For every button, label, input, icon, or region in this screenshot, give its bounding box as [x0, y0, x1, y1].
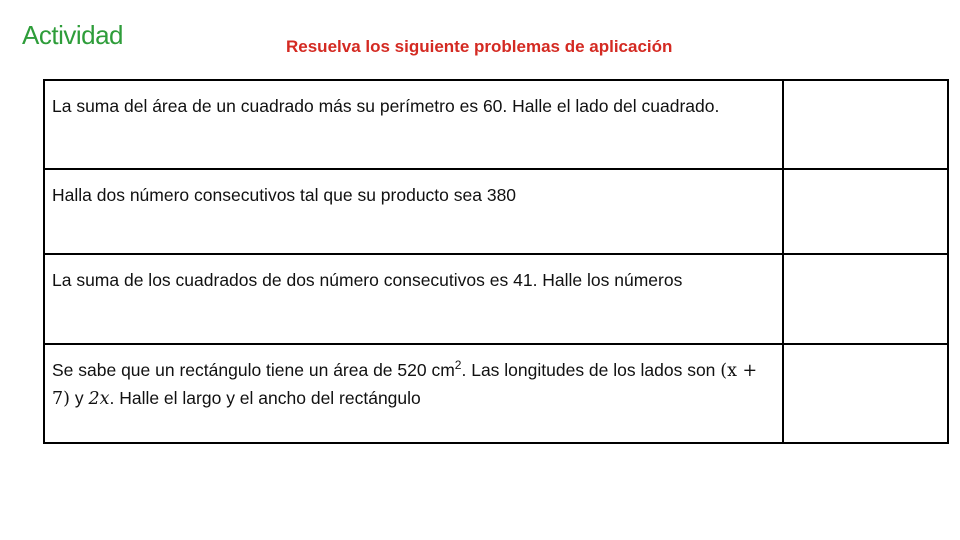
- problem-4-text-start: Se sabe que un rectángulo tiene un área de 520 cm: [52, 360, 455, 380]
- problem-1-answer-box[interactable]: [783, 80, 948, 169]
- unit-exponent: 2: [454, 358, 462, 373]
- problem-4-text: [44, 344, 783, 443]
- problem-row: [44, 254, 948, 344]
- problem-2-answer-box[interactable]: [783, 169, 948, 254]
- problem-row: [44, 344, 948, 443]
- problem-row: [44, 80, 948, 169]
- problem-4-text-middle: . Las longitudes de los lados son: [461, 360, 721, 380]
- problem-3-text: La suma de los cuadrados de dos número consecutivos es 41. Halle los números: [44, 254, 783, 344]
- expression-x-plus-7: (x + 7): [52, 361, 758, 409]
- problem-row: [44, 169, 948, 254]
- problem-4-text-end: . Halle el largo y el ancho del rectángulo: [109, 388, 421, 408]
- problem-3-answer-box[interactable]: [783, 254, 948, 344]
- expression-2x: 2x: [88, 389, 110, 409]
- problem-4-answer-box[interactable]: [783, 344, 948, 443]
- problems-table: [43, 79, 949, 444]
- problem-2-text: Halla dos número consecutivos tal que su producto sea 380: [44, 169, 783, 254]
- problem-1-text: La suma del área de un cuadrado más su perímetro es 60. Halle el lado del cuadrado.: [44, 80, 783, 169]
- instruction-heading: Resuelva los siguiente problemas de aplicación: [286, 37, 673, 56]
- slide-title: Actividad: [22, 20, 123, 50]
- problem-4-connector: y: [69, 388, 89, 408]
